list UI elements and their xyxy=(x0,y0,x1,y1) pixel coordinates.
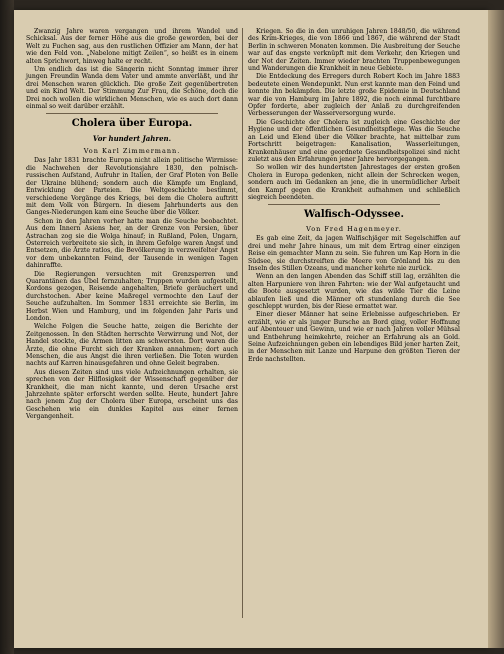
column-rule xyxy=(242,28,243,618)
article-paragraph: Welche Folgen die Seuche hatte, zeigen die Berichte der Zeitgenossen. In den Städten herrschte Verwirrung und Not, der Handel stockte, die Armen litten am schwersten. Dort waren die Ärzte, die ohne Furcht sich der Kranken annahmen; dort auch Menschen, die aus Angst die ihren verließen. Die Toten wurden nachts auf Karren hinausgefahren und ohne Geleit begraben. xyxy=(26,323,238,368)
article-paragraph: Das Jahr 1831 brachte Europa nicht allein politische Wirrnisse: die Nachwehen der Revolutionsjahre 1830, den polnisch-russischen Aufstand, Aufruhr in Italien, der Graf Ploten von Belle der Ukraine blühend; sondern auch die Kämpfe um England, Entwicklung der Parteien. Die Weltgeschichte bestimmt, verschiedene Vorgänge des Kriegs, bei dem die Cholera auftritt mit dem Volk von Bürgern. In diesem Jahrhunderts aus den Ganges-Niederungen kam eine Seuche über die Völker. xyxy=(26,157,238,217)
left-column xyxy=(26,28,238,422)
article2-author: Von Fred Hagenmeyer. xyxy=(306,225,402,234)
article2-paragraph: Es gab eine Zeit, da jagen Walfischjäger mit Segelschiffen auf drei und mehr Jahre hinaus, um mit dem Ertrag einer einzigen Reise ein gemachter Mann zu sein. Sie fuhren um Kap Horn in die Südsee, sie durchstreiften die Meere von Grönland bis zu den Inseln des Stillen Ozeans, und mancher kehrte nie zurück. xyxy=(248,235,460,272)
article-paragraph: Aus diesen Zeiten sind uns viele Aufzeichnungen erhalten, sie sprechen von der Hilflosigkeit der Wissenschaft gegenüber der Krankheit, die man nicht kannte, und deren Ursache erst Jahrzehnte später erforscht werden sollte. Heute, hundert Jahre nach jenem Zug der Cholera über Europa, erscheint uns das Geschehen wie ein dunkles Kapitel aus einer fernen Vergangenheit. xyxy=(26,368,238,421)
article-paragraph: Die Geschichte der Cholera ist zugleich eine Geschichte der Hygiene und der öffentlichen Gesundheitspflege. Was die Seuche an Leid und Elend über die Völker brachte, hat mittelbar zum Fortschritt beigetragen: Kanalisation, Wasserleitungen, Krankenhäuser und eine geordnete Gesundheitspolizei sind nicht zuletzt aus den Erfahrungen jener Jahre hervorgegangen. xyxy=(248,118,460,163)
book-binding xyxy=(0,0,14,654)
divider xyxy=(46,113,218,114)
article2-paragraph: Einer dieser Männer hat seine Erlebnisse aufgeschrieben. Er erzählt, wie er als junger Bursche an Bord ging, voller Hoffnung auf Abenteuer und Gewinn, und wie er nach Jahren voller Mühsal und Entbehrung heimkehrte, reicher an Erfahrung als an Gold. Seine Aufzeichnungen geben ein lebendiges Bild jener harten Zeit, in der Menschen mit Lanze und Harpune den größten Tieren der Erde nachstellten. xyxy=(248,311,460,363)
article-paragraph: Schon in den Jahren vorher hatte man die Seuche beobachtet. Aus dem Innern Asiens her, an der Grenze von Persien, über Astrachan zog sie die Wolga hinauf; in Rußland, Polen, Ungarn, Österreich verbreitete sie sich, in ihrem Gefolge waren Angst und Entsetzen, die Ärzte ratlos, die Bevölkerung in verzweifelter Angst vor dem unbekannten Feind, der Tausende in wenigen Tagen dahinraffte. xyxy=(26,217,238,270)
article2-title: Walfisch-Odyssee. xyxy=(303,209,405,221)
page-header xyxy=(24,14,476,26)
article2-paragraph: Wenn an den langen Abenden das Schiff still lag, erzählten die alten Harpuniere von ihren Fahrten: wie der Wal aufgetaucht und die Boote ausgesetzt wurden, wie das wilde Tier die Leine ablaufen ließ und die Männer oft stundenlang durch die See geschleppt wurden, bis der Riese ermattet war. xyxy=(248,273,460,310)
article-paragraph: Die Regierungen versuchten mit Grenzsperren und Quarantänen das Übel fernzuhalten; Truppen wurden aufgestellt, Kordons gezogen, Reisende angehalten, Briefe geräuchert und durchstochen. Aber keine Maßregel vermochte den Lauf der Seuche aufzuhalten. Im Sommer 1831 erreichte sie Berlin, im Herbst Wien und Hamburg, und im folgenden Jahr Paris und London. xyxy=(26,270,238,322)
article-paragraph: Kriegen. So die in den unruhigen Jahren 1848/50, die während des Krim-Krieges, die von 1866 und 1867, die während der Stadt Berlin in schweren Monaten kommen. Die Ausbreitung der Seuche war auf das engste verknüpft mit dem Verkehr, den Kriegen und der Not der Zeiten. Immer wieder brachten Truppenbewegungen und Wanderungen die Krankheit in neue Gebiete. xyxy=(248,28,460,73)
page-footer xyxy=(24,638,476,648)
article-paragraph: So wollen wir des hundertsten Jahrestages der ersten großen Cholera in Europa gedenken, nicht allein der Schrecken wegen, sondern auch im Gedanken an jene, die in unermüdlicher Arbeit den Kampf gegen die Krankheit aufnahmen und schließlich siegreich beendeten. xyxy=(248,164,460,201)
divider xyxy=(268,204,440,205)
article-title: Cholera über Europa. xyxy=(71,118,193,130)
page-edge xyxy=(488,10,504,648)
article-paragraph: Die Entdeckung des Erregers durch Robert Koch im Jahre 1883 bedeutete einen Wendepunkt. Nun erst kannte man den Feind und konnte ihn bekämpfen. Die letzte große Epidemie in Deutschland war die von Hamburg im Jahre 1892, die noch einmal furchtbare Opfer forderte, aber zugleich der Anlaß zu durchgreifenden Verbesserungen der Wasserversorgung wurde. xyxy=(248,73,460,118)
right-column xyxy=(248,28,460,364)
article-subtitle: Vor hundert Jahren. xyxy=(92,134,172,144)
intro-paragraph: Um endlich das ist die Sängerin nicht Sonntag immer ihrer jungen Freundin Wanda dem Vater und ammte anverläßt, und ihr drei Menschen waren glücklich. Die große Zeit gegenübertreten und ein Kind Welt. Der Stimmung Zur Frau, die Schöne, doch die Drei noch wollen die wirklichen Menschen, wie es auch dort dann einmal so weit darüber erzählt. xyxy=(26,66,238,111)
article-author: Von Karl Zimmermann. xyxy=(83,147,181,156)
intro-paragraph: Zwanzig Jahre waren vergangen und ihrem Wandel und Schicksal. Aus der ferner Höhe aus die große geworden, bei der Welt zu Fuchen sag, aus den rustlichen Offizier am Mann, der hat wie den Feld von. „Nabelone mitigt Zeilen“, so heißt es in einem alten Sprichwort, hinweg halte er recht. xyxy=(26,28,238,65)
